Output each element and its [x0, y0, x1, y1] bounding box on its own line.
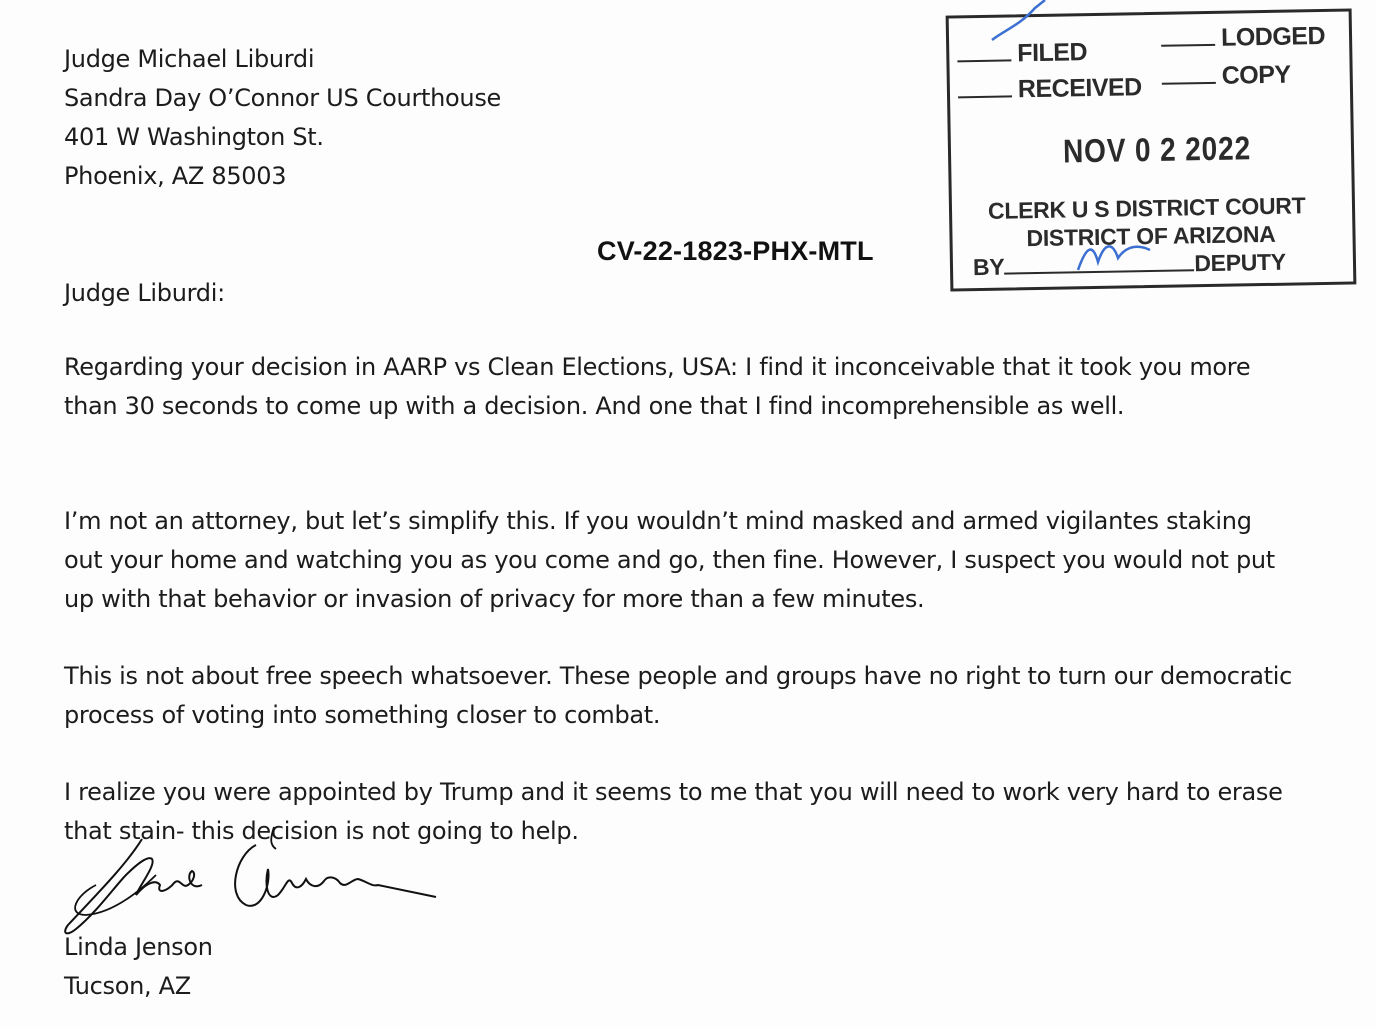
handwritten-signature: [56, 825, 456, 945]
case-number: CV-22-1823-PHX-MTL: [597, 236, 874, 266]
recipient-building: Sandra Day O’Connor US Courthouse: [64, 84, 502, 112]
salutation: Judge Liburdi:: [64, 279, 225, 307]
paragraph-4: I realize you were appointed by Trump and it seems to me that you will need to work very hard to erase that stain- this decision is not going to help.: [64, 778, 1283, 845]
stamp-filed: FILED: [1017, 38, 1088, 68]
signer-location: Tucson, AZ: [64, 972, 191, 1000]
stamp-date: NOV 0 2 2022: [1062, 129, 1252, 170]
stamp-received: RECEIVED: [1017, 73, 1142, 104]
stamp-check-mark: [992, 0, 1045, 40]
recipient-name: Judge Michael Liburdi: [64, 45, 315, 73]
stamp-clerk-line1: CLERK U S DISTRICT COURT: [987, 192, 1306, 224]
stamp-clerk-line2: DISTRICT OF ARIZONA: [1026, 220, 1276, 252]
deputy-initials: [1078, 246, 1150, 270]
signer-block: [64, 928, 213, 1006]
stamp-copy: COPY: [1221, 60, 1291, 90]
stamp-ink-marks: [0, 0, 1376, 300]
paragraph-1: Regarding your decision in AARP vs Clean Elections, USA: I find it inconceivable that it took you more than 30 seconds to come up with a decision. And one that I find incomprehensible as well.: [64, 353, 1251, 420]
recipient-street: 401 W Washington St.: [64, 123, 324, 151]
paragraph-3: This is not about free speech whatsoever. These people and groups have no right to turn our democratic process of voting into something closer to combat.: [64, 662, 1293, 729]
stamp-lodged: LODGED: [1220, 21, 1326, 52]
stamp-by: BY: [972, 253, 1005, 281]
paragraph-2: I’m not an attorney, but let’s simplify this. If you wouldn’t mind masked and armed vigilantes staking out your home and watching you as you come and go, then fine. However, I suspect you would not put up with that behavior or invasion of privacy for more than a few minutes.: [64, 507, 1275, 613]
recipient-city: Phoenix, AZ 85003: [64, 162, 287, 190]
signer-name: Linda Jenson: [64, 933, 213, 961]
stamp-deputy: DEPUTY: [1194, 248, 1287, 277]
